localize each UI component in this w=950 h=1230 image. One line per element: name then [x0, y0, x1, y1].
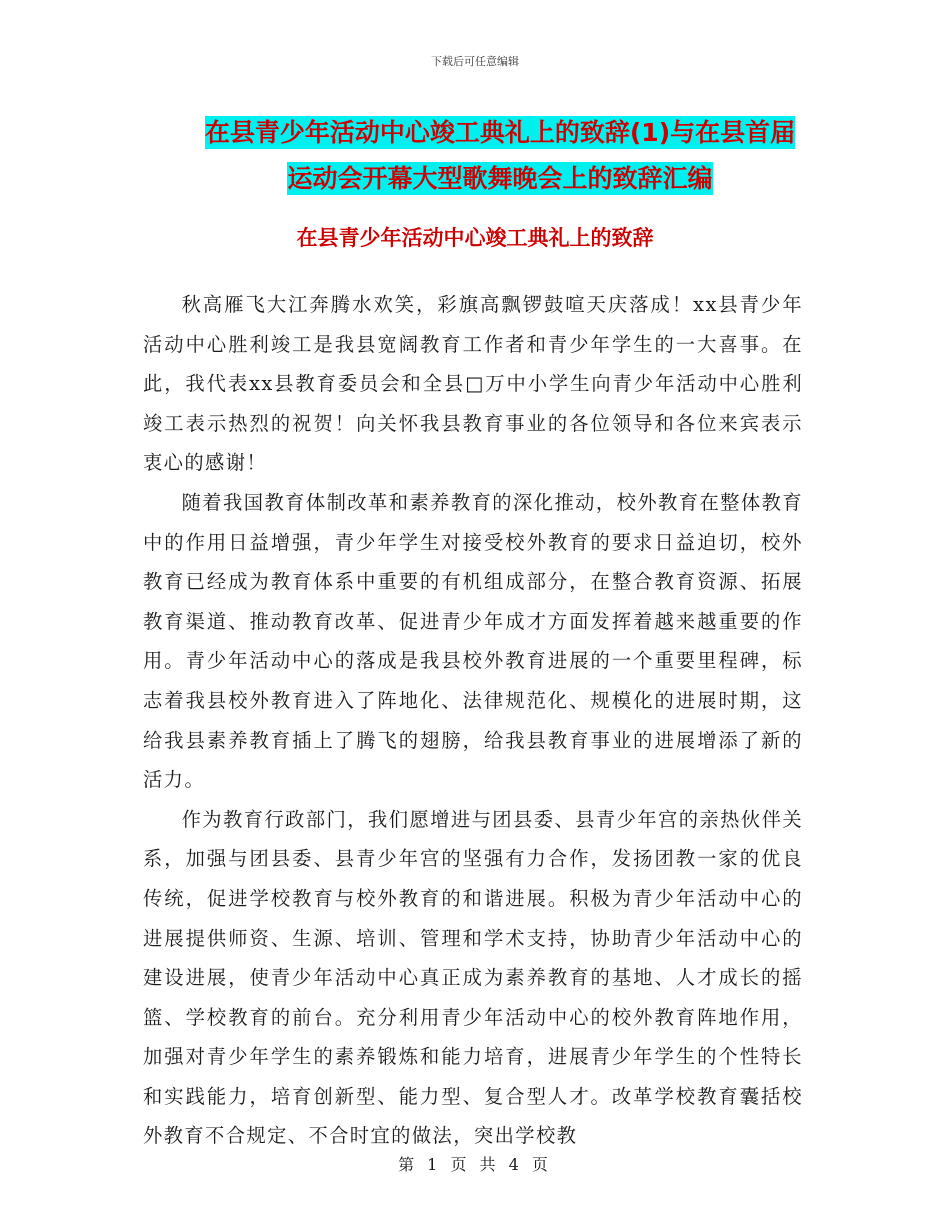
- paragraph: 秋高雁飞大江奔腾水欢笑，彩旗高飘锣鼓喧天庆落成！xx县青少年活动中心胜利竣工是我县宽阔教育工作者和青少年学生的一大喜事。在此，我代表xx县教育委员会和全县□万中小学生向青少年活动中心胜利竣工表示热烈的祝贺！向关怀我县教育事业的各位领导和各位来宾表示衷心的感谢！: [143, 293, 803, 475]
- document-title-line-1: 在县青少年活动中心竣工典礼上的致辞(1)与在县首届: [204, 118, 796, 147]
- document-title: [130, 110, 870, 202]
- page-number: 第 1 页 共 4 页: [398, 1155, 552, 1174]
- header-note: 下载后可任意编辑: [431, 55, 519, 68]
- document-body: [143, 285, 803, 1156]
- paragraph: 作为教育行政部门，我们愿增进与团县委、县青少年宫的亲热伙伴关系，加强与团县委、县青少年宫的坚强有力合作，发扬团教一家的优良传统，促进学校教育与校外教育的和谐进展。积极为青少年活动中心的进展提供师资、生源、培训、管理和学术支持，协助青少年活动中心的建设进展，使青少年活动中心真正成为素养教育的基地、人才成长的摇篮、学校教育的前台。充分利用青少年活动中心的校外教育阵地作用，加强对青少年学生的素养锻炼和能力培育，进展青少年学生的个性特长和实践能力，培育创新型、能力型、复合型人才。改革学校教育囊括校外教育不合规定、不合时宜的做法，突出学校教: [143, 807, 803, 1148]
- paragraph: 随着我国教育体制改革和素养教育的深化推动，校外教育在整体教育中的作用日益增强，青少年学生对接受校外教育的要求日益迫切，校外教育已经成为教育体系中重要的有机组成部分，在整合教育资源、拓展教育渠道、推动教育改革、促进青少年成才方面发挥着越来越重要的作用。青少年活动中心的落成是我县校外教育进展的一个重要里程碑，标志着我县校外教育进入了阵地化、法律规范化、规模化的进展时期，这给我县素养教育插上了腾飞的翅膀，给我县教育事业的进展增添了新的活力。: [143, 490, 803, 792]
- section-title: 在县青少年活动中心竣工典礼上的致辞: [296, 226, 654, 250]
- document-title-line-2: 运动会开幕大型歌舞晚会上的致辞汇编: [287, 164, 713, 193]
